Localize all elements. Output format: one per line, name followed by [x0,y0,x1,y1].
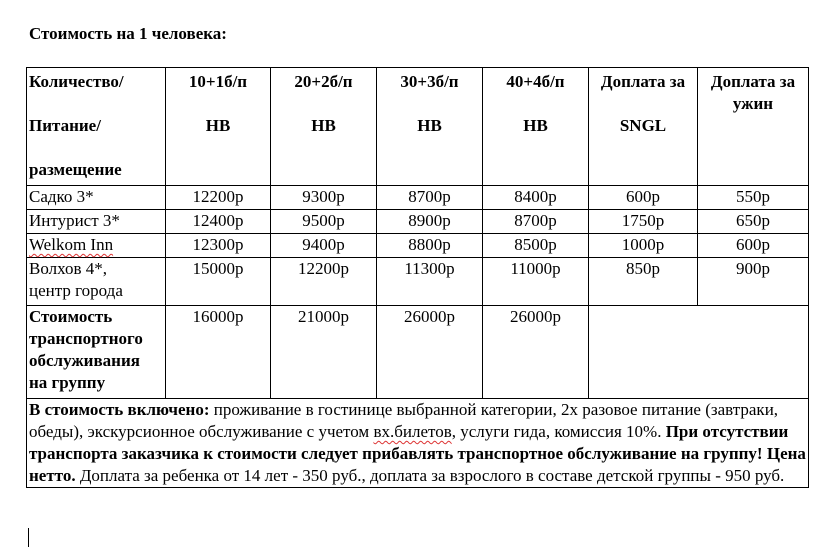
price-cell: 12300р [166,234,271,258]
page-title: Стоимость на 1 человека: [29,24,227,43]
transport-price-cell: 26000р [483,306,589,399]
transport-label-line: обслуживания [29,351,140,370]
price-cell: 9500р [271,210,377,234]
price-cell: 9300р [271,186,377,210]
price-cell: 15000р [166,258,271,306]
price-cell: 8700р [377,186,483,210]
notes-transport-warning: При отсутствии транспорта заказчика к стоимости следует прибавлять транспортное обслуживание на группу! Цена нетто. [29,422,806,485]
header-group-label: 40+4б/п [506,72,565,91]
sngl-cell: 1000р [589,234,698,258]
notes-included-heading: В стоимость включено: [29,400,210,419]
table-row [27,186,809,210]
header-cell-sngl [589,68,698,186]
header-meal-code: НВ [205,116,231,135]
price-cell: 11300р [377,258,483,306]
transport-price-cell: 26000р [377,306,483,399]
hotel-name: Интурист 3* [27,210,166,234]
notes-row [27,399,809,488]
price-table [26,67,809,488]
notes-cell [27,399,809,488]
price-cell: 12200р [166,186,271,210]
sngl-cell: 1750р [589,210,698,234]
price-cell: 8500р [483,234,589,258]
hotel-name-line1: Волхов 4*, [29,259,107,278]
notes-tickets-text: вх.билетов [373,422,452,441]
table-row [27,210,809,234]
notes-text: проживание в гостинице выбранной категории, 2х разовое питание (завтраки, обеды), экскурсионное обслуживание с учетом [29,400,779,441]
table-row [27,234,809,258]
price-cell: 8700р [483,210,589,234]
transport-label [27,306,166,399]
sngl-cell: 850р [589,258,698,306]
sngl-cell: 600р [589,186,698,210]
header-accommodation-label: размещение [29,160,122,179]
hotel-name-line2: центр города [29,281,123,300]
transport-row [27,306,809,399]
header-group-label: 30+3б/п [400,72,459,91]
hotel-name-text: Welkom Inn [29,235,114,254]
header-cell-dinner [698,68,809,186]
dinner-cell: 550р [698,186,809,210]
header-cell-group-40 [483,68,589,186]
dinner-cell: 900р [698,258,809,306]
header-cell-group-20 [271,68,377,186]
price-cell: 8400р [483,186,589,210]
header-sngl-code: SNGL [619,116,667,135]
header-meal-code: НВ [523,116,548,135]
transport-label-line: на группу [29,373,106,392]
transport-empty-cell [589,306,809,399]
hotel-name [27,234,166,258]
transport-label-line: Стоимость [29,307,113,326]
price-cell: 9400р [271,234,377,258]
header-dinner-label: Доплата за ужин [710,72,796,113]
transport-price-cell: 21000р [271,306,377,399]
header-quantity-label: Количество/ [29,72,124,91]
notes-text: , услуги гида, комиссия 10%. [451,422,666,441]
header-group-label: 20+2б/п [294,72,353,91]
price-cell: 8900р [377,210,483,234]
header-cell-group-10 [166,68,271,186]
price-cell: 11000р [483,258,589,306]
price-cell: 12400р [166,210,271,234]
table-row [27,258,809,306]
header-cell-quantity [27,68,166,186]
hotel-name [27,258,166,306]
price-cell: 8800р [377,234,483,258]
transport-price-cell: 16000р [166,306,271,399]
header-meal-label: Питание/ [29,116,101,135]
transport-label-line: транспортного [29,329,143,348]
header-meal-code: НВ [311,116,336,135]
dinner-cell: 650р [698,210,809,234]
notes-text: Доплата за ребенка от 14 лет - 350 руб., доплата за взрослого в составе детской группы - 950 руб. [75,466,785,485]
header-group-label: 10+1б/п [188,72,248,91]
header-sngl-label: Доплата за [600,72,686,91]
header-cell-group-30 [377,68,483,186]
dinner-cell: 600р [698,234,809,258]
price-cell: 12200р [271,258,377,306]
header-meal-code: НВ [417,116,442,135]
text-cursor [28,528,29,547]
header-row [27,68,809,186]
hotel-name: Садко 3* [27,186,166,210]
